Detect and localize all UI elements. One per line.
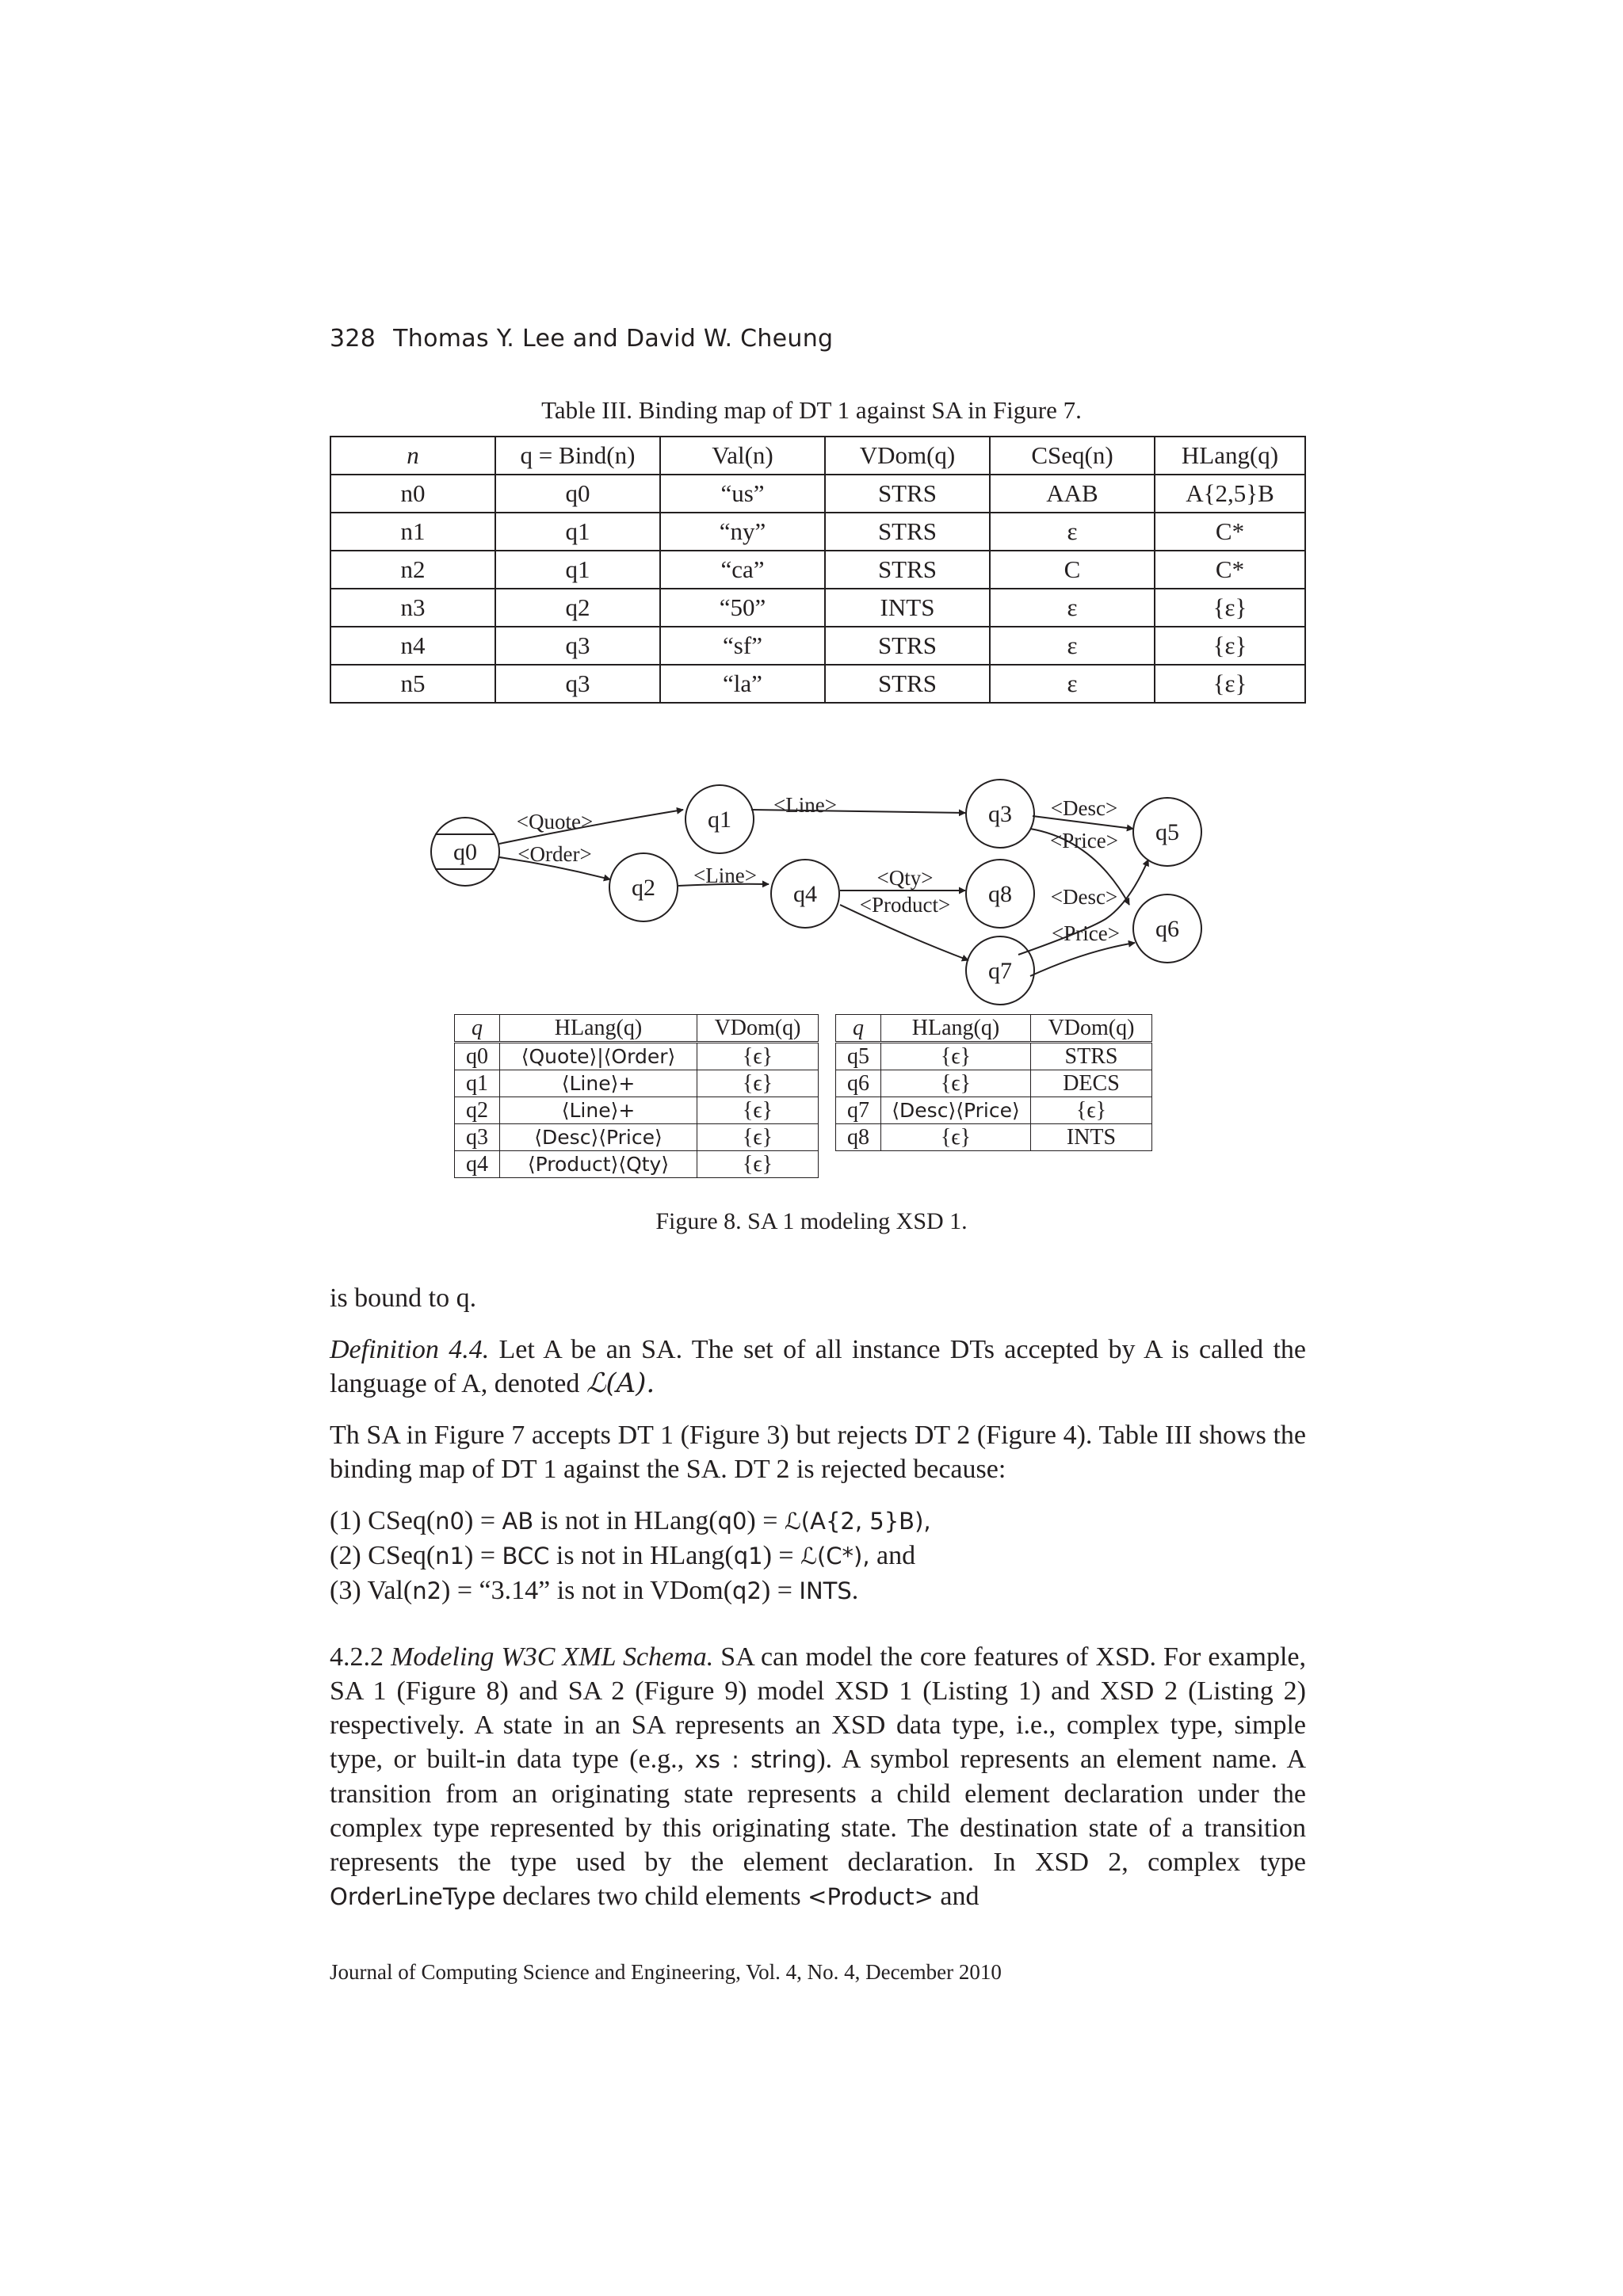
table-cell: {ϵ} — [697, 1097, 819, 1124]
table-cell: q3 — [495, 665, 660, 703]
table-cell: INTS — [825, 589, 990, 627]
table-cell: ⟨Desc⟩⟨Price⟩ — [881, 1097, 1031, 1124]
table-header-row — [836, 1015, 1152, 1043]
list-code: n1 — [435, 1543, 464, 1569]
paragraph: is bound to q. — [330, 1283, 477, 1313]
edge-label: <Line> — [693, 864, 757, 887]
table-row — [455, 1043, 819, 1070]
list-code: n0 — [435, 1508, 464, 1535]
section-text: declares two child elements — [495, 1882, 808, 1911]
table-header-cell: Val(n) — [660, 437, 825, 475]
table-cell: q2 — [495, 589, 660, 627]
state-label: q1 — [708, 807, 731, 833]
table-row — [455, 1070, 819, 1097]
edge-label: <Desc> — [1050, 796, 1118, 820]
table-row — [455, 1124, 819, 1151]
table-cell: q1 — [455, 1070, 500, 1097]
list-code: INTS — [799, 1577, 852, 1604]
list-code: AB — [502, 1508, 534, 1535]
table-header-cell: q — [836, 1015, 881, 1043]
table-cell: n2 — [330, 551, 495, 589]
list-text: CSeq( — [368, 1506, 436, 1535]
table-header-cell: q = Bind(n) — [495, 437, 660, 475]
table-cell: {ϵ} — [881, 1070, 1031, 1097]
paragraph: Th SA in Figure 7 accepts DT 1 (Figure 3) but rejects DT 2 (Figure 4). Table III shows the binding map of DT 1 against the SA. DT 2 is rejected because: — [330, 1421, 1306, 1484]
list-code: ℒ(A{2, 5}B), — [784, 1508, 931, 1535]
table-cell: “us” — [660, 475, 825, 513]
journal-footer: Journal of Computing Science and Engineering, Vol. 4, No. 4, December 2010 — [330, 1960, 1002, 1984]
table-cell: n3 — [330, 589, 495, 627]
section-title: Modeling W3C XML Schema. — [391, 1642, 714, 1672]
table-cell: STRS — [825, 551, 990, 589]
table-cell: q0 — [455, 1043, 500, 1070]
table-cell: “la” — [660, 665, 825, 703]
inline-code: <Product> — [808, 1883, 934, 1910]
inline-code: OrderLineType — [330, 1883, 496, 1910]
list-text: . — [851, 1576, 859, 1605]
figure-caption: Figure 8. SA 1 modeling XSD 1. — [655, 1208, 968, 1234]
table-row — [836, 1097, 1152, 1124]
list-text: ) = — [747, 1506, 785, 1535]
table-cell: q5 — [836, 1043, 881, 1070]
edge-label: <Desc> — [1050, 885, 1118, 909]
table-cell: q8 — [836, 1124, 881, 1151]
table-cell: q4 — [455, 1151, 500, 1178]
list-text: CSeq( — [368, 1541, 436, 1570]
table-cell: q7 — [836, 1097, 881, 1124]
table-cell: q3 — [495, 627, 660, 665]
table-cell: n1 — [330, 513, 495, 551]
table-cell: AAB — [990, 475, 1155, 513]
state-label: q3 — [988, 801, 1012, 827]
list-number: (2) — [330, 1541, 369, 1570]
definition-paragraph — [330, 1333, 1306, 1401]
state-label: q5 — [1155, 819, 1179, 845]
rejection-list — [330, 1504, 1306, 1608]
table-header-cell: VDom(q) — [697, 1015, 819, 1043]
table-cell: {ε} — [1155, 665, 1305, 703]
definition-text: Let A be an SA. The set of all instance DTs accepted by A is called the language of A, denoted — [330, 1335, 1306, 1398]
table-cell: ε — [990, 665, 1155, 703]
table-cell: ε — [990, 589, 1155, 627]
edge-label: <Quote> — [516, 810, 594, 833]
table-header-cell: HLang(q) — [1155, 437, 1305, 475]
table-header-cell: HLang(q) — [500, 1015, 697, 1043]
table-row — [836, 1070, 1152, 1097]
table-cell: C* — [1155, 551, 1305, 589]
list-item — [330, 1573, 1306, 1608]
table-cell: q1 — [495, 551, 660, 589]
table-cell: “ca” — [660, 551, 825, 589]
table-header-row — [455, 1015, 819, 1043]
table-cell: ⟨Line⟩+ — [500, 1097, 697, 1124]
state-table-right — [835, 1014, 1152, 1151]
table-row — [836, 1124, 1152, 1151]
list-code: q0 — [717, 1508, 747, 1535]
list-text: is not in HLang( — [533, 1506, 718, 1535]
table-cell: {ϵ} — [881, 1043, 1031, 1070]
table-row — [455, 1097, 819, 1124]
table-row — [836, 1043, 1152, 1070]
table-cell: {ϵ} — [697, 1070, 819, 1097]
state-table-left — [454, 1014, 819, 1178]
table-cell: n5 — [330, 665, 495, 703]
list-text: ) = — [762, 1541, 801, 1570]
table-cell: n4 — [330, 627, 495, 665]
list-text: and — [869, 1541, 916, 1570]
table-cell: ⟨Desc⟩⟨Price⟩ — [500, 1124, 697, 1151]
table-cell: {ε} — [1155, 589, 1305, 627]
table-cell: INTS — [1031, 1124, 1152, 1151]
language-symbol: ℒ(A). — [586, 1367, 655, 1399]
table-caption: Table III. Binding map of DT 1 against SA in Figure 7. — [541, 396, 1082, 424]
table-cell: ε — [990, 513, 1155, 551]
table-cell: ε — [990, 627, 1155, 665]
list-code: ℒ(C*), — [800, 1543, 870, 1569]
table-cell: “sf” — [660, 627, 825, 665]
table-cell: q1 — [495, 513, 660, 551]
table-header-cell: HLang(q) — [881, 1015, 1031, 1043]
edge-label: <Price> — [1052, 921, 1120, 945]
table-cell: STRS — [1031, 1043, 1152, 1070]
edge-label: <Line> — [773, 793, 837, 817]
table-cell: STRS — [825, 475, 990, 513]
section-text: SA can model the core features of XSD. For example, SA 1 (Figure 8) and SA 2 (Figure 9) model XSD 1 (Listing 1) and XSD 2 (Listing 2) respectively. A state in an SA represents an XSD data type, i.e., complex type, simple type, or built-in data type (e.g., — [330, 1642, 1307, 1774]
state-label: q6 — [1155, 916, 1179, 942]
inline-code: xs : string — [694, 1746, 817, 1773]
list-code: BCC — [502, 1543, 550, 1569]
section-number: 4.2.2 — [330, 1642, 391, 1672]
section-text: and — [933, 1882, 980, 1911]
edge-q7-q6 — [1030, 943, 1135, 976]
state-label: q2 — [632, 875, 655, 901]
table-cell: “ny” — [660, 513, 825, 551]
table-cell: {ϵ} — [1031, 1097, 1152, 1124]
table-cell: q3 — [455, 1124, 500, 1151]
table-header-cell: VDom(q) — [1031, 1015, 1152, 1043]
table-cell: A{2,5}B — [1155, 475, 1305, 513]
state-label: q7 — [988, 958, 1012, 984]
state-label: q0 — [453, 839, 477, 865]
page-number: 328 — [330, 325, 376, 353]
table-cell: {ε} — [1155, 627, 1305, 665]
list-code: n2 — [412, 1577, 442, 1604]
list-text: ) = — [761, 1576, 800, 1605]
list-text: Val( — [367, 1576, 413, 1605]
table-cell: STRS — [825, 513, 990, 551]
table-cell: C — [990, 551, 1155, 589]
table-cell: ⟨Quote⟩|⟨Order⟩ — [500, 1043, 697, 1070]
table-cell: C* — [1155, 513, 1305, 551]
table-row — [455, 1151, 819, 1178]
table-cell: {ϵ} — [697, 1043, 819, 1070]
list-item — [330, 1504, 1306, 1539]
state-label: q8 — [988, 881, 1012, 907]
section-text: ). A symbol represents an element name. A transition from an originating state represents a child element declaration under the complex type represented by this originating state. The destination state of a transition represents the type used by the element declaration. In XSD 2, complex type — [330, 1745, 1306, 1877]
list-number: (3) — [330, 1576, 368, 1605]
table-cell: STRS — [825, 627, 990, 665]
list-item — [330, 1539, 1306, 1573]
authors: Thomas Y. Lee and David W. Cheung — [393, 325, 834, 353]
table-cell: {ϵ} — [697, 1124, 819, 1151]
edge-label: <Product> — [859, 893, 951, 917]
state-label: q4 — [793, 881, 817, 907]
table-cell: {ϵ} — [697, 1151, 819, 1178]
table-cell: “50” — [660, 589, 825, 627]
edge-label: <Price> — [1050, 829, 1118, 852]
table-cell: ⟨Product⟩⟨Qty⟩ — [500, 1151, 697, 1178]
table-cell: {ϵ} — [881, 1124, 1031, 1151]
section-paragraph — [330, 1640, 1306, 1914]
list-text: ) = — [464, 1506, 502, 1535]
automaton-diagram — [0, 0, 1623, 1030]
list-text: ) = “3.14” is not in VDom( — [441, 1576, 733, 1605]
list-number: (1) — [330, 1506, 369, 1535]
table-header-cell: VDom(q) — [825, 437, 990, 475]
list-code: q1 — [733, 1543, 763, 1569]
table-cell: q2 — [455, 1097, 500, 1124]
edge-label: <Qty> — [876, 866, 934, 890]
table-header-cell: q — [455, 1015, 500, 1043]
table-cell: q0 — [495, 475, 660, 513]
table-header-cell: CSeq(n) — [990, 437, 1155, 475]
table-cell: ⟨Line⟩+ — [500, 1070, 697, 1097]
list-text: is not in HLang( — [549, 1541, 734, 1570]
list-code: q2 — [732, 1577, 762, 1604]
table-header-cell: n — [330, 437, 495, 475]
edge-label: <Order> — [517, 842, 592, 866]
definition-label: Definition 4.4. — [330, 1335, 490, 1364]
table-cell: STRS — [825, 665, 990, 703]
list-text: ) = — [464, 1541, 502, 1570]
table-cell: q6 — [836, 1070, 881, 1097]
body-text — [330, 1281, 1306, 1914]
table-cell: DECS — [1031, 1070, 1152, 1097]
table-cell: n0 — [330, 475, 495, 513]
